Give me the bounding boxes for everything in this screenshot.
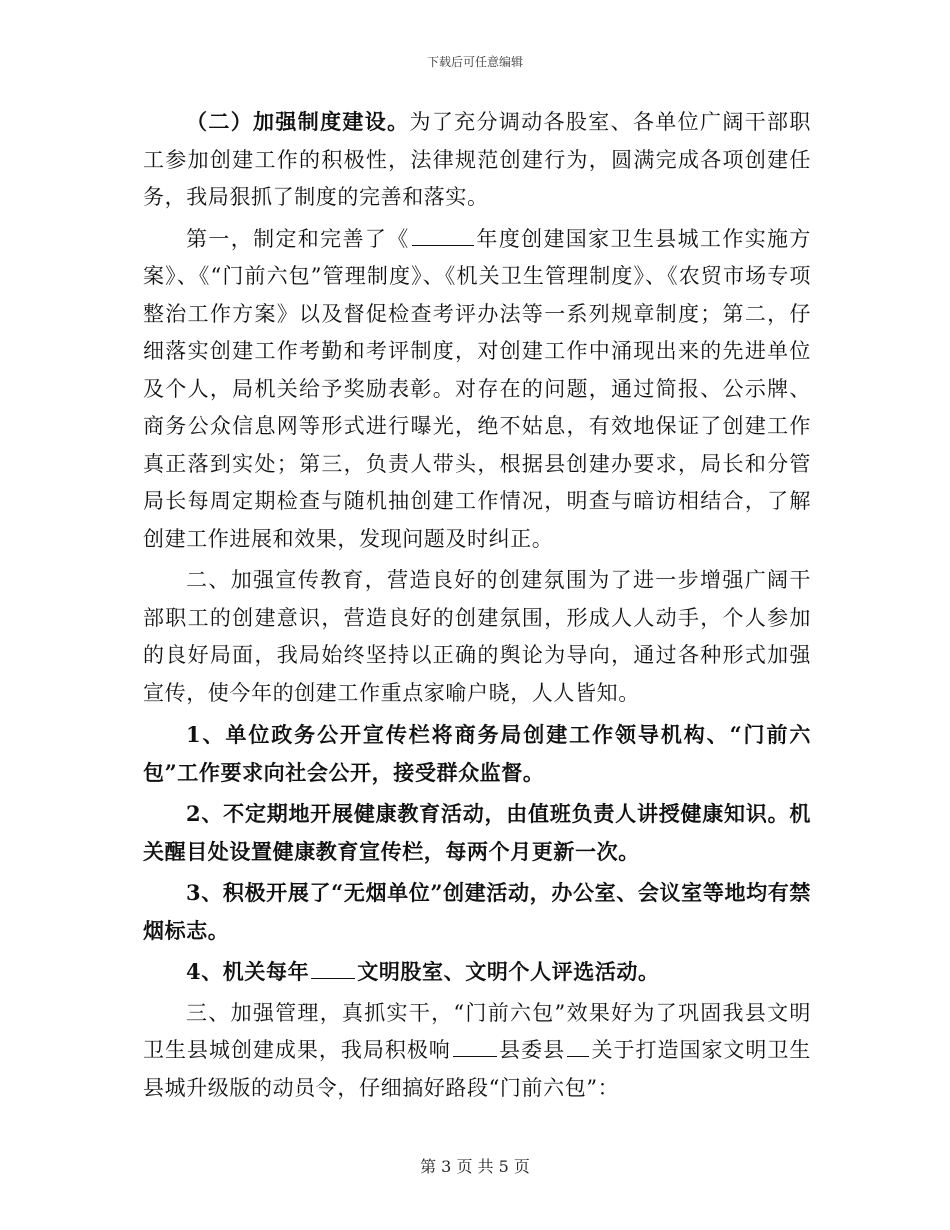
paragraph-regulations: [143, 221, 811, 559]
paragraph-text: 关于打造国家文明卫生县城升级版的动员令，仔细搞好路段“门前六包”：: [143, 1038, 811, 1100]
fill-in-blank: [453, 1055, 497, 1057]
page-header-note: 下载后可任意编辑: [426, 55, 523, 69]
paragraph-text: 4、机关每年: [186, 959, 310, 984]
page-footer-number: 第 3 页 共 5 页: [420, 1157, 530, 1176]
fill-in-blank: [567, 1055, 589, 1057]
paragraph-management: [143, 995, 811, 1108]
paragraph-text: 文明股室、文明个人评选活动。: [357, 959, 660, 984]
document-body: [143, 103, 811, 1107]
list-item-2: 2、不定期地开展健康教育活动，由值班负责人讲授健康知识。机关醒目处设置健康教育宣传栏，每两个月更新一次。: [143, 801, 811, 864]
paragraph-system-building: [143, 103, 811, 217]
list-item-3: 3、积极开展了“无烟单位”创建活动，办公室、会议室等地均有禁烟标志。: [143, 880, 811, 943]
paragraph-text: 三、加强管理，真抓实干，“门前六包”效果好为了巩固我县文明卫生县城创建成果，我局积极响: [143, 1000, 811, 1062]
paragraph-text: 第一，制定和完善了《: [186, 226, 410, 251]
fill-in-blank: [311, 977, 355, 979]
paragraph-text: 为了充分调动各股室、各单位广阔干部职工参加创建工作的积极性，法律规范创建行为，圆满完成各项创建任务，我局狠抓了制度的完善和落实。: [143, 110, 811, 209]
list-item-1: 1、单位政务公开宣传栏将商务局创建工作领导机构、“门前六包”工作要求向社会公开，接受群众监督。: [143, 722, 811, 785]
paragraph-text: 县委县: [498, 1038, 566, 1062]
list-item-4: [143, 953, 811, 991]
paragraph-text: 年度创建国家卫生县城工作实施方案》、《“门前六包”管理制度》、《机关卫生管理制度》、《农贸市场专项整治工作方案》以及督促检查考评办法等一系列规章制度；第二，仔细落实创建工作考勤和考评制度，对创建工作中涌现出来的先进单位及个人，局机关给予奖励表彰。对存在的问题，通过简报、公示牌、商务公众信息网等形式进行曝光，绝不姑息，有效地保证了创建工作真正落到实处；第三，负责人带头，根据县创建办要求，局长和分管局长每周定期检查与随机抽创建工作情况，明查与暗访相结合，了解创建工作进展和效果，发现问题及时纠正。: [143, 226, 812, 551]
paragraph-publicity-education: 二、加强宣传教育，营造良好的创建氛围为了进一步增强广阔干部职工的创建意识，营造良好的创建氛围，形成人人动手，个人参加的良好局面，我局始终坚持以正确的舆论为导向，通过各种形式加强宣传，使今年的创建工作重点家喻户晓，人人皆知。: [143, 568, 811, 705]
section-heading-system-building: （二）加强制度建设。: [186, 109, 410, 134]
fill-in-blank: [412, 244, 474, 246]
